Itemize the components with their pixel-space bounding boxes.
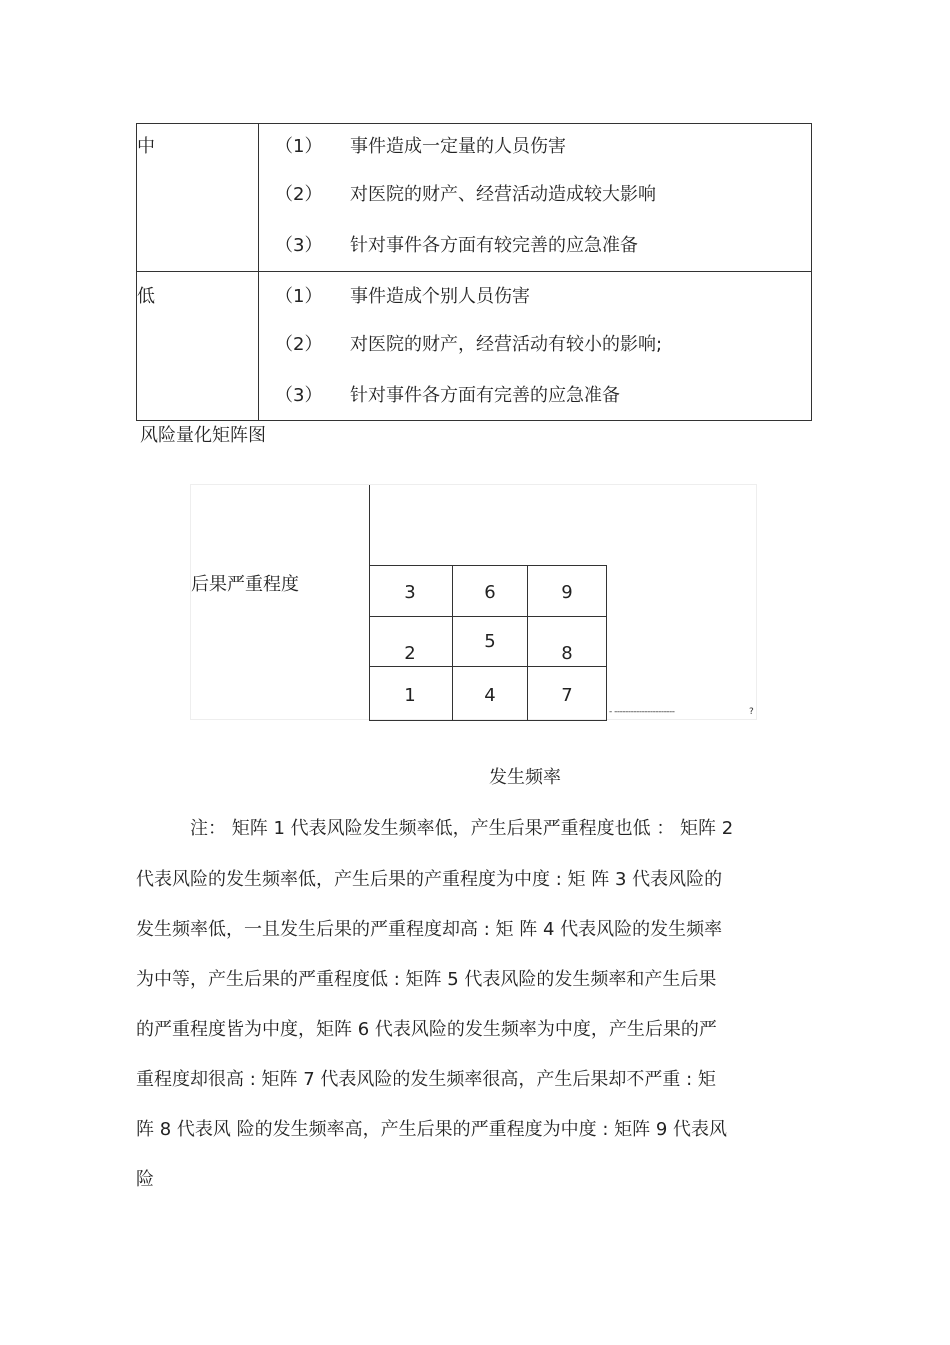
item-text: 事件造成个别人员伤害	[350, 286, 530, 307]
item-number: （2）	[275, 334, 323, 355]
matrix-cell: 6	[484, 582, 496, 603]
x-axis-label: 发生频率	[489, 767, 561, 788]
matrix-title: 风险量化矩阵图	[140, 425, 266, 446]
note-line: 阵 8 代表风 险的发生频率高，产生后果的严重程度为中度 : 矩阵 9 代表风	[136, 1119, 728, 1140]
grid-line	[606, 565, 607, 721]
table-column-divider	[258, 124, 259, 420]
item-number: （1）	[275, 136, 323, 157]
grid-line	[369, 565, 607, 566]
item-text: 针对事件各方面有较完善的应急准备	[350, 235, 638, 256]
matrix-cell: 7	[561, 685, 573, 706]
item-text: 针对事件各方面有完善的应急准备	[350, 385, 620, 406]
x-axis-arrow-end: ?	[749, 707, 754, 717]
item-number: （2）	[275, 184, 323, 205]
matrix-cell: 2	[404, 643, 416, 664]
item-number: （3）	[275, 235, 323, 256]
note-line: 的严重程度皆为中度，矩阵 6 代表风险的发生频率为中度，产生后果的严	[136, 1019, 717, 1040]
matrix-cell: 5	[484, 631, 496, 652]
grid-line	[369, 720, 607, 721]
x-axis-arrow-dashes: - ----------------------	[609, 707, 675, 717]
matrix-cell: 8	[561, 643, 573, 664]
note-line: 代表风险的发生频率低，产生后果的产重程度为中度 : 矩 阵 3 代表风险的	[136, 869, 723, 890]
item-text: 对医院的财产、经营活动造成较大影响	[350, 184, 656, 205]
matrix-cell: 1	[404, 685, 416, 706]
grid-line	[369, 666, 607, 667]
note-line: 险	[136, 1169, 154, 1190]
table-row-divider	[137, 271, 811, 272]
note-line: 注： 矩阵 1 代表风险发生频率低，产生后果严重程度也低 ： 矩阵 2	[190, 818, 734, 839]
note-line: 发生频率低，一且发生后果的严重程度却高 : 矩 阵 4 代表风险的发生频率	[136, 919, 723, 940]
level-label-low: 低	[137, 286, 155, 307]
level-label-medium: 中	[137, 136, 155, 157]
y-axis-line	[369, 485, 370, 721]
risk-matrix-figure	[190, 484, 757, 720]
risk-level-table	[136, 123, 812, 421]
item-text: 事件造成一定量的人员伤害	[350, 136, 566, 157]
item-number: （3）	[275, 385, 323, 406]
grid-line	[527, 565, 528, 721]
item-number: （1）	[275, 286, 323, 307]
grid-line	[452, 565, 453, 721]
note-line: 为中等，产生后果的严重程度低 : 矩阵 5 代表风险的发生频率和产生后果	[136, 969, 717, 990]
matrix-cell: 3	[404, 582, 416, 603]
item-text: 对医院的财产，经营活动有较小的影响;	[350, 334, 663, 355]
matrix-cell: 4	[484, 685, 496, 706]
matrix-cell: 9	[561, 582, 573, 603]
grid-line	[369, 616, 607, 617]
note-line: 重程度却很高 : 矩阵 7 代表风险的发生频率很高，产生后果却不严重 : 矩	[136, 1069, 716, 1090]
y-axis-label: 后果严重程度	[191, 574, 299, 595]
